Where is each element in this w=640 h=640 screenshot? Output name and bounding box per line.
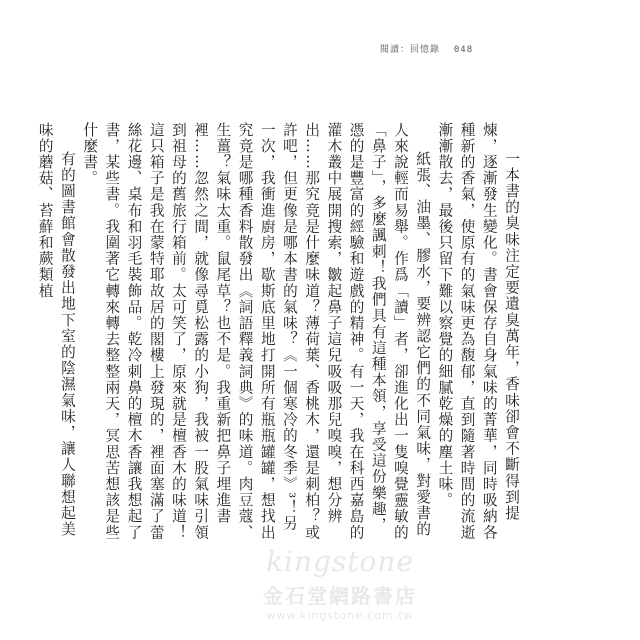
running-header bbox=[380, 42, 473, 55]
page-number: 048 bbox=[453, 45, 474, 55]
watermark-store-name: 金石堂網路書店 bbox=[263, 584, 417, 608]
body-text bbox=[34, 122, 522, 542]
paragraph-2: 紙張、油墨、膠水，要辨認它們的不同氣味，對愛書的人來說輕而易舉。作爲「讀」者，卻進化出一隻嗅覺靈敏的「鼻子」，多麼諷刺！我們具有這種本領，享受這份樂趣，憑的是豐富的經驗和遊戲的精神。有一天，我在科西嘉島的灌木叢中展開搜索，皺起鼻子這兒吸吸那兒嗅嗅，想分辨出……那究竟是什麼味道？薄荷葉、香桃木，還是刺柏？或許吧，但更像是哪本書的氣味？《一個寒冷的冬季》³！另一次，我衝進廚房，歇斯底里地打開所有瓶瓶罐罐，想找出究竟是哪種香料散發出《詞語釋義詞典》的味道。肉豆蔻、生薑？氣味太重。鼠尾草？也不是。我重新把鼻子埋進書裡……忽然之間，就像尋覓松露的小狗，我被一股氣味引領到祖母的舊旅行箱前。太可笑了，原來就是檀香木的味道！這只箱子是我在蒙特耶故居的閣樓上發現的，裡面塞滿了蕾絲花邊、桌布和羽毛裝飾品。乾冷刺鼻的檀木香讓我想起了書，某些書。我圍著它轉來轉去整整兩天，冥思苦想該是些什麼書。 bbox=[81, 122, 432, 541]
paragraph-3: 有的圖書館會散發出地下室的陰濕氣味，讓人聯想起美味的蘑菇、苔蘚和蕨類植 bbox=[36, 122, 76, 538]
watermark-url: www.kingstone.com.tw bbox=[266, 609, 414, 622]
watermark bbox=[210, 545, 470, 622]
paragraph-1: 一本書的臭味注定要遺臭萬年，香味卻會不斷得到提煉，逐漸發生變化。書會保存自身氣味的菁華，同時吸納各種新的香氣，使原有的氣味更為馥郁，直到隨著時間的流逝漸漸散去，最後只留下難以察覺的細膩乾燥的塵土味。 bbox=[436, 122, 520, 541]
watermark-logo: kingstone bbox=[266, 545, 414, 578]
header-title: 閱讀：回憶錄 bbox=[380, 45, 441, 55]
